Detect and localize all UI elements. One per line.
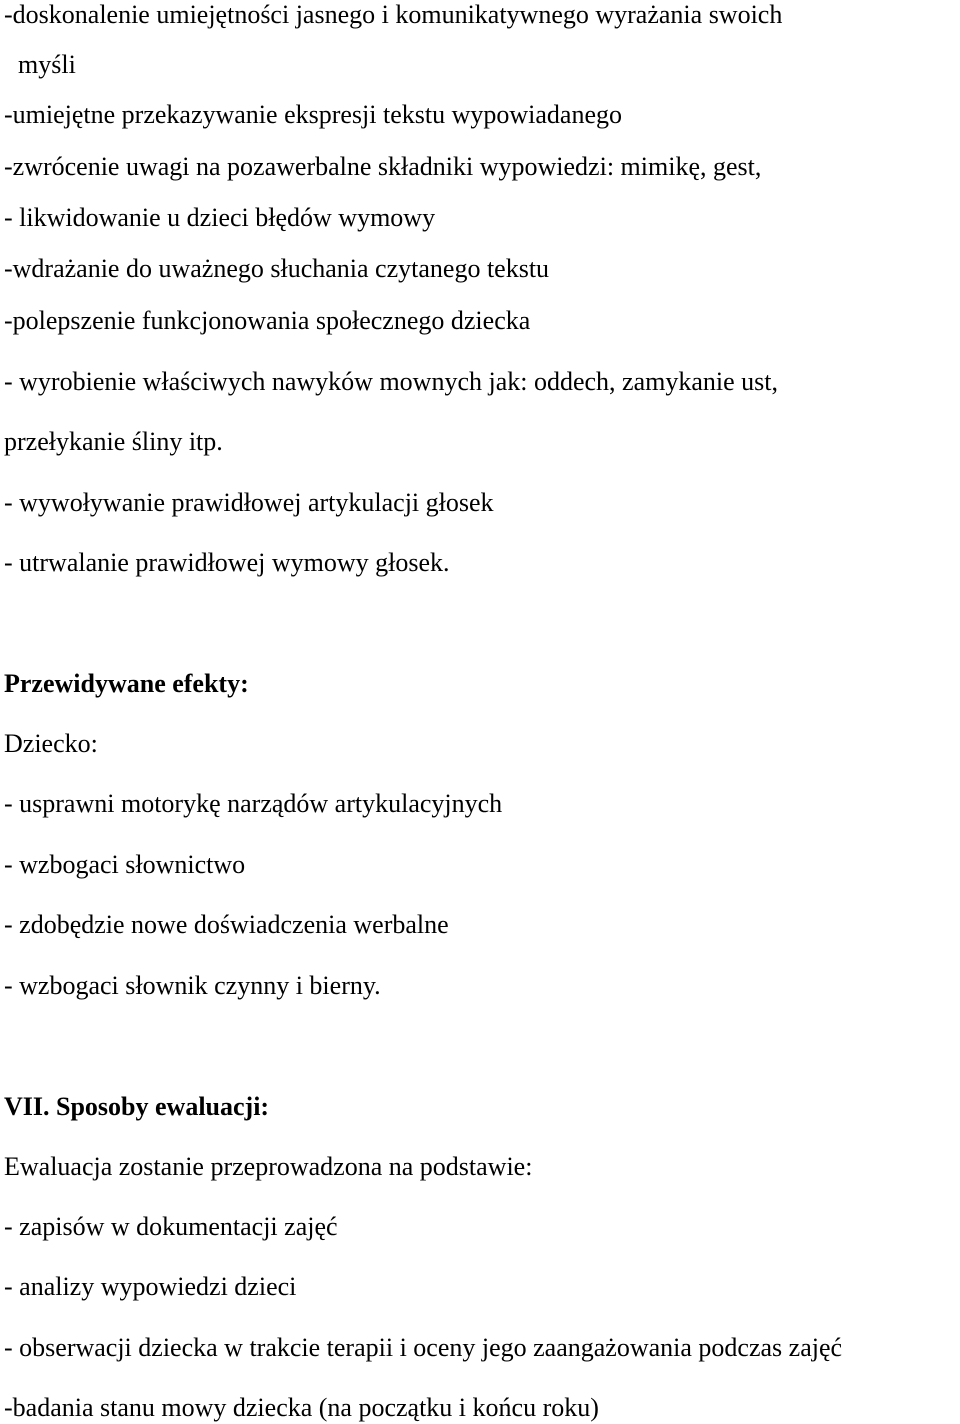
effects-heading: Przewidywane efekty: — [4, 669, 249, 698]
goal-line: - wyrobienie właściwych nawyków mownych jak: oddech, zamykanie ust, — [4, 367, 779, 396]
evaluation-item: - obserwacji dziecka w trakcie terapii i oceny jego zaangażowania podczas zajęć — [4, 1333, 843, 1362]
effect-item: - zdobędzie nowe doświadczenia werbalne — [4, 910, 449, 939]
goal-line: - wywoływanie prawidłowej artykulacji głosek — [4, 488, 494, 517]
goal-line: -doskonalenie umiejętności jasnego i komunikatywnego wyrażania swoich — [4, 0, 783, 29]
goal-line: przełykanie śliny itp. — [4, 427, 223, 456]
effect-item: - wzbogaci słownik czynny i bierny. — [4, 971, 381, 1000]
goal-line: -wdrażanie do uważnego słuchania czytanego tekstu — [4, 254, 550, 283]
goal-line: - utrwalanie prawidłowej wymowy głosek. — [4, 548, 450, 577]
evaluation-item: - analizy wypowiedzi dzieci — [4, 1272, 297, 1301]
goal-line: -zwrócenie uwagi na pozawerbalne składniki wypowiedzi: mimikę, gest, — [4, 152, 762, 181]
evaluation-item: - zapisów w dokumentacji zajęć — [4, 1212, 338, 1241]
evaluation-intro: Ewaluacja zostanie przeprowadzona na podstawie: — [4, 1152, 533, 1181]
effect-item: - usprawni motorykę narządów artykulacyjnych — [4, 789, 503, 818]
goal-line: -umiejętne przekazywanie ekspresji tekstu wypowiadanego — [4, 100, 622, 129]
evaluation-item: -badania stanu mowy dziecka (na początku i końcu roku) — [4, 1393, 599, 1422]
goal-line: - likwidowanie u dzieci błędów wymowy — [4, 203, 436, 232]
effects-subject: Dziecko: — [4, 729, 98, 758]
goal-line: myśli — [18, 50, 76, 79]
evaluation-heading: VII. Sposoby ewaluacji: — [4, 1092, 270, 1121]
goal-line: -polepszenie funkcjonowania społecznego dziecka — [4, 306, 531, 335]
effect-item: - wzbogaci słownictwo — [4, 850, 246, 879]
